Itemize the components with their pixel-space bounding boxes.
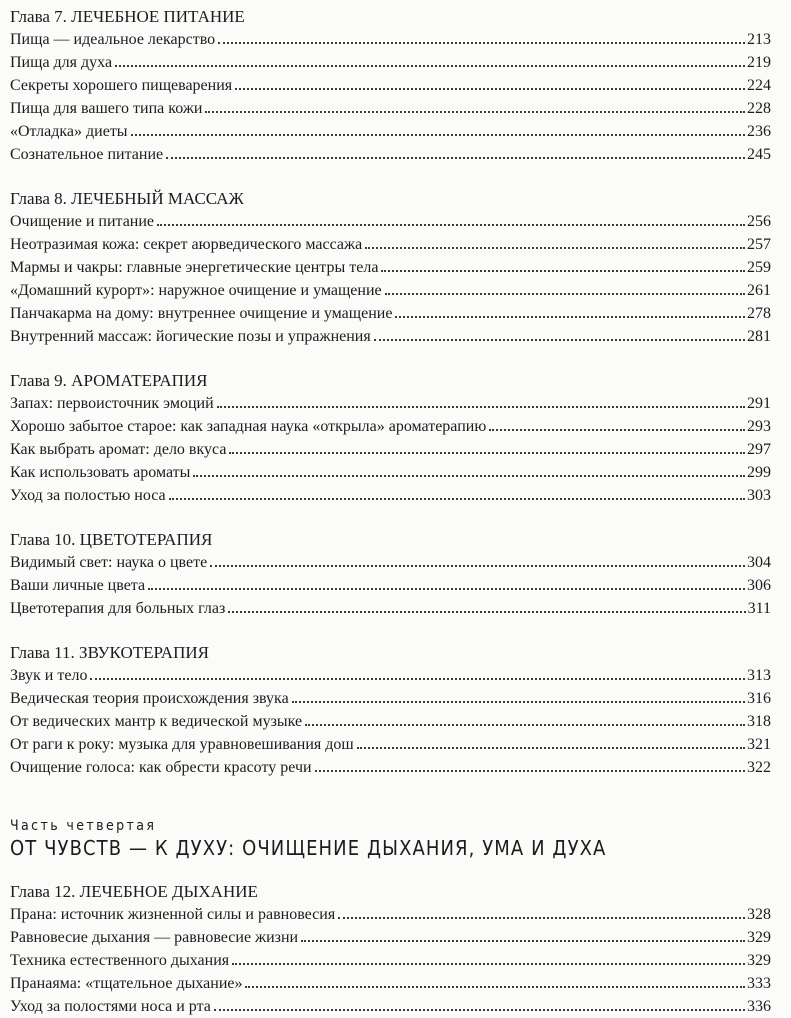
toc-entry[interactable] xyxy=(10,210,771,233)
dot-leader xyxy=(315,756,745,772)
entry-title: Цветотерапия для больных глаз xyxy=(10,600,226,617)
entry-page-number: 304 xyxy=(747,554,771,571)
entry-title: Как выбрать аромат: дело вкуса xyxy=(10,441,227,458)
toc-entry[interactable] xyxy=(10,74,771,97)
toc-entry[interactable] xyxy=(10,28,771,51)
dot-leader xyxy=(232,949,745,965)
entry-title: Ведическая теория происхождения звука xyxy=(10,690,289,707)
toc-entry[interactable] xyxy=(10,903,771,926)
entry-title: Равновесие дыхания — равновесие жизни xyxy=(10,929,299,946)
toc-entry[interactable] xyxy=(10,926,771,949)
chapter xyxy=(10,881,771,1018)
entry-title: От раги к року: музыка для уравновешивания дош xyxy=(10,736,354,753)
entry-page-number: 316 xyxy=(747,690,771,707)
entry-title: Уход за полостью носа xyxy=(10,487,166,504)
toc-entry[interactable] xyxy=(10,51,771,74)
dot-leader xyxy=(374,325,745,341)
dot-leader xyxy=(489,415,745,431)
dot-leader xyxy=(205,97,745,113)
toc-entry[interactable] xyxy=(10,233,771,256)
entry-page-number: 259 xyxy=(747,259,771,276)
entry-page-number: 318 xyxy=(747,713,771,730)
dot-leader xyxy=(245,972,745,988)
part-header xyxy=(10,817,771,861)
entry-page-number: 278 xyxy=(747,305,771,322)
dot-leader xyxy=(131,120,745,136)
entry-title: Неотразимая кожа: секрет аюрведического массажа xyxy=(10,236,363,253)
entry-title: От ведических мантр к ведической музыке xyxy=(10,713,303,730)
toc-entry[interactable] xyxy=(10,995,771,1018)
entry-page-number: 297 xyxy=(747,441,771,458)
entry-title: Видимый свет: наука о цвете xyxy=(10,554,208,571)
dot-leader xyxy=(166,143,745,159)
entry-page-number: 322 xyxy=(747,759,771,776)
toc-entry[interactable] xyxy=(10,256,771,279)
toc-entry[interactable] xyxy=(10,756,771,779)
dot-leader xyxy=(193,461,745,477)
entry-page-number: 257 xyxy=(747,236,771,253)
entry-title: Ваши личные цвета xyxy=(10,577,146,594)
dot-leader xyxy=(90,664,745,680)
entry-page-number: 291 xyxy=(747,395,771,412)
toc-entry[interactable] xyxy=(10,461,771,484)
chapter-title: Глава 10. ЦВЕТОТЕРАПИЯ xyxy=(10,530,213,549)
entry-title: Внутренний массаж: йогические позы и упражнения xyxy=(10,328,371,345)
part-title: ОТ ЧУВСТВ — К ДУХУ: ОЧИЩЕНИЕ ДЫХАНИЯ, УМА И ДУХА xyxy=(10,836,607,860)
entry-title: Сознательное питание xyxy=(10,146,164,163)
dot-leader xyxy=(385,279,745,295)
entry-title: Техника естественного дыхания xyxy=(10,952,230,969)
entry-page-number: 303 xyxy=(747,487,771,504)
toc-entry[interactable] xyxy=(10,120,771,143)
chapter-title: Глава 8. ЛЕЧЕБНЫЙ МАССАЖ xyxy=(10,189,244,208)
dot-leader xyxy=(157,210,745,226)
dot-leader xyxy=(292,687,745,703)
entry-title: Очищение голоса: как обрести красоту речи xyxy=(10,759,312,776)
entry-title: Очищение и питание xyxy=(10,213,155,230)
entry-title: Хорошо забытое старое: как западная наука «открыла» ароматерапию xyxy=(10,418,487,435)
entry-title: Как использовать ароматы xyxy=(10,464,191,481)
dot-leader xyxy=(338,903,745,919)
entry-title: Прана: источник жизненной силы и равновесия xyxy=(10,906,336,923)
entry-page-number: 281 xyxy=(747,328,771,345)
dot-leader xyxy=(115,51,745,67)
entry-page-number: 219 xyxy=(747,54,771,71)
dot-leader xyxy=(365,233,745,249)
entry-page-number: 228 xyxy=(747,100,771,117)
entry-title: Уход за полостями носа и рта xyxy=(10,998,211,1015)
entry-title: Мармы и чакры: главные энергетические центры тела xyxy=(10,259,379,276)
entry-page-number: 306 xyxy=(747,577,771,594)
chapter xyxy=(10,6,771,166)
dot-leader xyxy=(357,733,745,749)
dot-leader xyxy=(228,597,745,613)
chapter xyxy=(10,529,771,620)
chapter xyxy=(10,188,771,348)
entry-page-number: 329 xyxy=(747,929,771,946)
toc-entry[interactable] xyxy=(10,438,771,461)
dot-leader xyxy=(301,926,745,942)
entry-page-number: 293 xyxy=(747,418,771,435)
entry-page-number: 336 xyxy=(747,998,771,1015)
chapter xyxy=(10,370,771,507)
chapter-title: Глава 12. ЛЕЧЕБНОЕ ДЫХАНИЕ xyxy=(10,882,258,901)
dot-leader xyxy=(214,995,745,1011)
entry-page-number: 224 xyxy=(747,77,771,94)
toc-entry[interactable] xyxy=(10,302,771,325)
entry-page-number: 313 xyxy=(747,667,771,684)
entry-page-number: 329 xyxy=(747,952,771,969)
dot-leader xyxy=(148,574,745,590)
toc-entry[interactable] xyxy=(10,574,771,597)
toc-entry[interactable] xyxy=(10,279,771,302)
entry-title: Пища — идеальное лекарство xyxy=(10,31,216,48)
toc-entry[interactable] xyxy=(10,484,771,507)
entry-page-number: 328 xyxy=(747,906,771,923)
dot-leader xyxy=(217,392,745,408)
entry-title: Пища для духа xyxy=(10,54,113,71)
chapter-title: Глава 7. ЛЕЧЕБНОЕ ПИТАНИЕ xyxy=(10,7,245,26)
dot-leader xyxy=(169,484,745,500)
entry-page-number: 299 xyxy=(747,464,771,481)
entry-page-number: 245 xyxy=(747,146,771,163)
entry-title: Звук и тело xyxy=(10,667,88,684)
toc-entry[interactable] xyxy=(10,143,771,166)
entry-title: Пища для вашего типа кожи xyxy=(10,100,203,117)
toc-entry[interactable] xyxy=(10,597,771,620)
toc-section-b xyxy=(10,881,771,1018)
chapter xyxy=(10,642,771,779)
toc-entry[interactable] xyxy=(10,733,771,756)
entry-title: «Домашний курорт»: наружное очищение и умащение xyxy=(10,282,382,299)
entry-page-number: 213 xyxy=(747,31,771,48)
toc-section-a xyxy=(10,6,771,779)
dot-leader xyxy=(218,28,745,44)
entry-title: «Отладка» диеты xyxy=(10,123,128,140)
entry-title: Секреты хорошего пищеварения xyxy=(10,77,233,94)
entry-page-number: 256 xyxy=(747,213,771,230)
part-kicker: Часть четвертая xyxy=(10,818,157,834)
toc-entry[interactable] xyxy=(10,972,771,995)
toc-entry[interactable] xyxy=(10,325,771,348)
chapter-title: Глава 11. ЗВУКОТЕРАПИЯ xyxy=(10,643,209,662)
entry-title: Запах: первоисточник эмоций xyxy=(10,395,214,412)
entry-page-number: 311 xyxy=(747,600,771,617)
toc-entry[interactable] xyxy=(10,949,771,972)
toc-entry[interactable] xyxy=(10,415,771,438)
entry-page-number: 236 xyxy=(747,123,771,140)
entry-page-number: 333 xyxy=(747,975,771,992)
toc-entry[interactable] xyxy=(10,687,771,710)
dot-leader xyxy=(395,302,745,318)
entry-title: Панчакарма на дому: внутреннее очищение и умащение xyxy=(10,305,393,322)
chapter-title: Глава 9. АРОМАТЕРАПИЯ xyxy=(10,371,208,390)
toc-entry[interactable] xyxy=(10,392,771,415)
toc-entry[interactable] xyxy=(10,710,771,733)
toc-entry[interactable] xyxy=(10,664,771,687)
dot-leader xyxy=(210,551,745,567)
toc-entry[interactable] xyxy=(10,97,771,120)
entry-title: Пранаяма: «тщательное дыхание» xyxy=(10,975,243,992)
dot-leader xyxy=(305,710,745,726)
entry-page-number: 321 xyxy=(747,736,771,753)
dot-leader xyxy=(381,256,745,272)
entry-page-number: 261 xyxy=(747,282,771,299)
toc-entry[interactable] xyxy=(10,551,771,574)
dot-leader xyxy=(235,74,745,90)
dot-leader xyxy=(229,438,745,454)
